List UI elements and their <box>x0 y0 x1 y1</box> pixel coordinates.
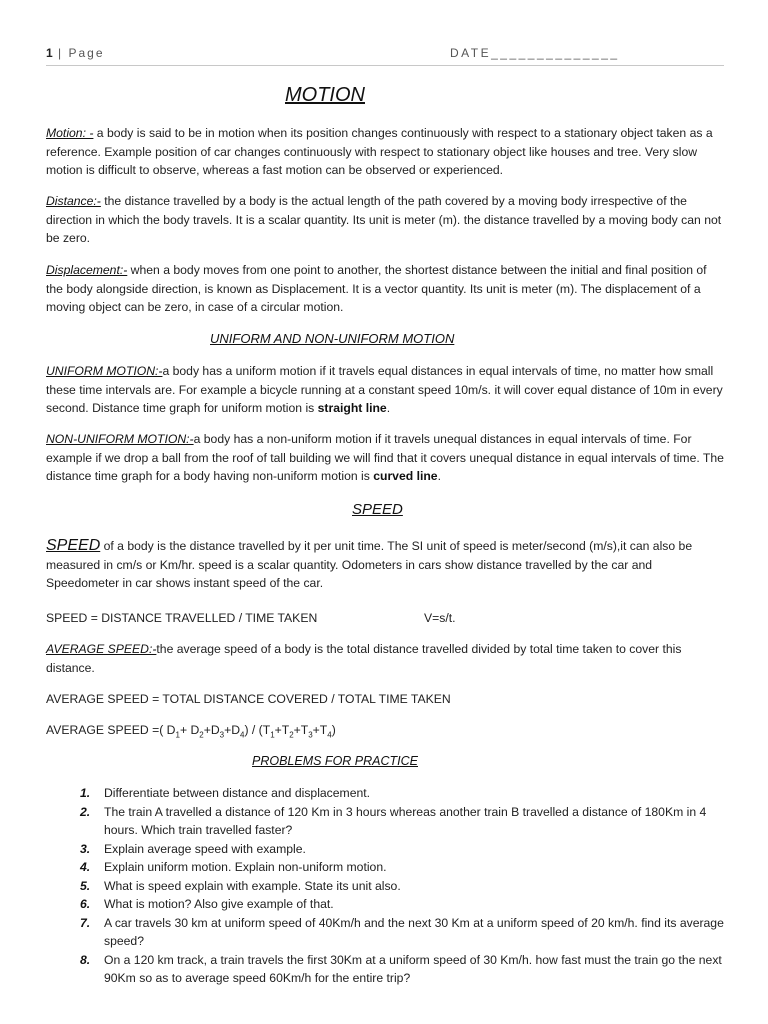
uniform-motion-definition <box>46 362 726 418</box>
page-label: | Page <box>58 46 105 60</box>
motion-text: a body is said to be in motion when its position changes continuously with respect to a stationary object taken as a reference. Example position of car changes continuously with respect to stationary object like houses and tree. Very slow motion is difficult to observe, whereas a fast motion can be observed or experienced. <box>46 126 713 177</box>
displacement-definition <box>46 261 726 317</box>
non-uniform-motion-definition <box>46 430 726 486</box>
problem-text: The train A travelled a distance of 120 Km in 3 hours whereas another train B travelled a distance of 180Km in 4 hours. Which train travelled faster? <box>104 804 707 837</box>
non-uniform-motion-text: a body has a non-uniform motion if it travels unequal distances in equal intervals of time. For example if we drop a ball from the roof of tall building we will find that it covers unequal distance in equal intervals of time. The distance time graph for a body having non-uniform motion is <box>46 432 724 483</box>
non-uniform-motion-end: . <box>437 469 441 483</box>
speed-text: of a body is the distance travelled by it per unit time. The SI unit of speed is meter/second (m/s),it can also be measured in cm/s or Km/hr. speed is a scalar quantity. Odometers in cars show distance travelled by the car and Speedometer in car shows instant speed of the car. <box>46 539 693 590</box>
problem-number: 8. <box>80 952 91 967</box>
list-item <box>46 951 726 988</box>
uniform-motion-term: UNIFORM MOTION:- <box>46 364 163 378</box>
uniform-motion-text: a body has a uniform motion if it travels equal distances in equal intervals of time, no matter how small these time intervals are. For example a bicycle running at a constant speed 10m/s. it will cover equal distance of 10m in every second. Distance time graph for uniform motion is <box>46 364 723 415</box>
problem-number: 2. <box>80 804 91 819</box>
problem-number: 3. <box>80 841 91 856</box>
uniform-motion-end: . <box>386 401 391 415</box>
page-number-label <box>46 46 105 60</box>
motion-definition <box>46 124 726 180</box>
problem-text: What is motion? Also give example of that. <box>104 897 334 911</box>
speed-formula-left: SPEED = DISTANCE TRAVELLED / TIME TAKEN <box>46 611 318 625</box>
average-speed-formula-symbolic: AVERAGE SPEED =( $D_1+ D_2+D_3+D_4) / (T_1+T_2+T_3+T_4)$ <box>46 723 336 740</box>
distance-term: Distance:- <box>46 194 101 208</box>
list-item <box>46 895 726 914</box>
page-header <box>46 46 724 66</box>
displacement-term: Displacement:- <box>46 263 128 277</box>
displacement-text: when a body moves from one point to another, the shortest distance between the initial and final position of the body alongside direction, is known as Displacement. It is a vector quantity. Its unit is meter (m). The displacement of a moving object can be zero, in case of a circular motion. <box>46 263 707 314</box>
uniform-motion-bold: straight line <box>317 401 387 415</box>
header-divider <box>46 65 724 66</box>
motion-term: Motion: - <box>46 126 94 140</box>
page-title: MOTION <box>285 84 365 106</box>
speed-definition <box>46 537 726 593</box>
average-speed-term: AVERAGE SPEED:- <box>46 642 157 656</box>
average-speed-formula: AVERAGE SPEED = TOTAL DISTANCE COVERED / TOTAL TIME TAKEN <box>46 692 451 706</box>
average-speed-text: the average speed of a body is the total distance travelled divided by total time taken to cover this distance. <box>46 642 682 675</box>
distance-text: the distance travelled by a body is the actual length of the path covered by a moving body irrespective of the direction in which the body travels. It is a scalar quantity. Its unit is meter (m). the distance travelled by a moving body can not be zero. <box>46 194 722 245</box>
speed-formula-symbolic: V=s/t. <box>424 611 456 625</box>
non-uniform-motion-bold: curved line <box>373 469 438 483</box>
list-item <box>46 914 726 951</box>
speed-formula <box>46 609 317 627</box>
uniform-section-heading: UNIFORM AND NON-UNIFORM MOTION <box>210 331 455 346</box>
problem-text: Explain average speed with example. <box>104 841 306 856</box>
list-item <box>46 840 726 859</box>
problem-text: What is speed explain with example. State its unit also. <box>104 878 401 893</box>
date-label: DATE______________ <box>450 46 620 60</box>
problem-text: Explain uniform motion. Explain non-uniform motion. <box>104 860 387 874</box>
problems-list <box>46 784 726 988</box>
non-uniform-motion-term: NON-UNIFORM MOTION:- <box>46 432 194 446</box>
problem-number: 6. <box>80 897 91 911</box>
problem-text: On a 120 km track, a train travels the first 30Km at a uniform speed of 30 Km/h. how fast must the train go the next 90Km so as to average speed 60Km/h for the entire trip? <box>104 952 722 985</box>
distance-definition <box>46 192 726 248</box>
list-item <box>46 784 726 803</box>
list-item <box>46 803 726 840</box>
problem-number: 1. <box>80 786 91 800</box>
problems-heading: PROBLEMS FOR PRACTICE <box>252 754 418 768</box>
problem-number: 4. <box>80 860 91 874</box>
problem-number: 5. <box>80 878 91 893</box>
problem-text: A car travels 30 km at uniform speed of 40Km/h and the next 30 Km at a uniform speed of 20 km/h. find its average speed? <box>104 915 724 948</box>
speed-section-heading: SPEED <box>352 501 403 518</box>
page-number: 1 <box>46 46 53 60</box>
problem-text: Differentiate between distance and displacement. <box>104 786 371 800</box>
list-item <box>46 858 726 877</box>
speed-term: SPEED <box>46 537 101 554</box>
average-speed-definition <box>46 640 726 677</box>
list-item <box>46 877 726 896</box>
problem-number: 7. <box>80 915 91 930</box>
